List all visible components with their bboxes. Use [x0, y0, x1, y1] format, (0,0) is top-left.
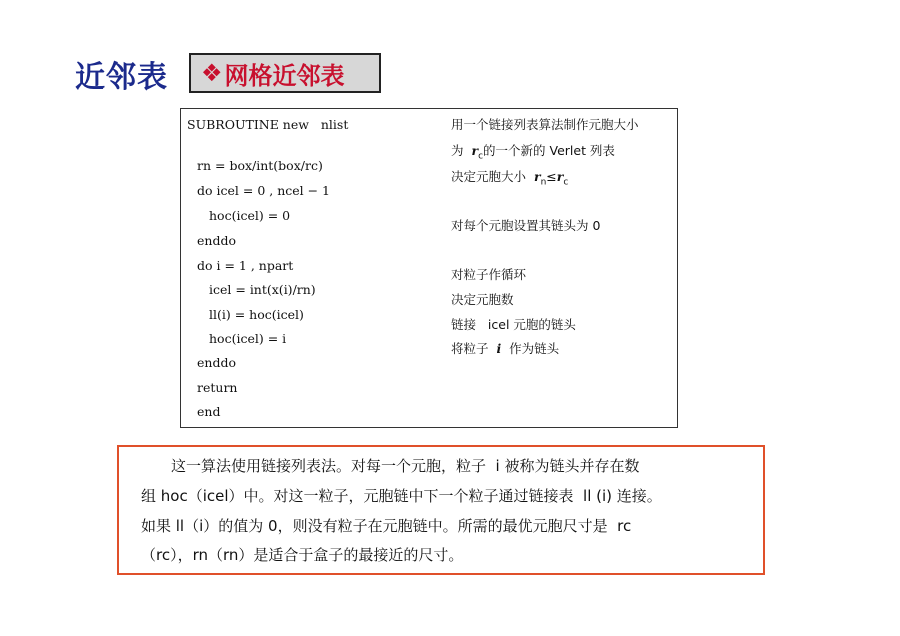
- code-line-6: do i = 1 , npart: [197, 258, 294, 273]
- code-listing-box: [180, 108, 678, 428]
- code-line-8: ll(i) = hoc(icel): [209, 307, 304, 322]
- code-line-12: end: [197, 404, 221, 419]
- section-heading: 网格近邻表: [224, 61, 345, 90]
- comment-6: 决定元胞数: [451, 292, 514, 307]
- page-title: 近邻表: [75, 60, 168, 95]
- comment-3: 决定元胞大小 $r_n\le r_c$: [451, 169, 569, 188]
- comment-1: 用一个链接列表算法制作元胞大小: [451, 117, 639, 132]
- section-heading-box: [189, 53, 381, 93]
- comment-7: 链接 icel 元胞的链头: [451, 317, 576, 332]
- code-line-3: do icel = 0 , ncel − 1: [197, 183, 331, 198]
- code-line-11: return: [197, 380, 238, 395]
- code-line-10: enddo: [197, 355, 236, 370]
- code-line-2: rn = box/int(box/rc): [197, 158, 323, 173]
- explanation-line-4: （rc），rn（rn）是适合于盒子的最接近的尺寸。: [141, 546, 464, 564]
- comment-8: 将粒子 i 作为链头: [451, 341, 560, 356]
- comment-4: 对每个元胞设置其链头为 0: [451, 218, 601, 233]
- explanation-line-1: 这一算法使用链接列表法。对每一个元胞，粒子 i 被称为链头并存在数: [171, 457, 640, 475]
- code-line-1: SUBROUTINE new nlist: [187, 117, 349, 132]
- code-line-7: icel = int(x(i)/rn): [209, 282, 316, 297]
- code-line-9: hoc(icel) = i: [209, 331, 287, 346]
- explanation-line-2: 组 hoc（icel）中。对这一粒子，元胞链中下一个粒子通过链接表 ll (i) 连接。: [141, 487, 662, 505]
- code-line-4: hoc(icel) = 0: [209, 208, 291, 223]
- code-line-5: enddo: [197, 233, 236, 248]
- explanation-box: [117, 445, 765, 575]
- explanation-line-3: 如果 ll（i）的值为 0，则没有粒子在元胞链中。所需的最优元胞尺寸是 rc: [141, 517, 632, 535]
- diamond-bullet-icon: ❖: [201, 59, 223, 87]
- comment-5: 对粒子作循环: [451, 267, 527, 282]
- comment-2: 为 $r_c$的一个新的 Verlet 列表: [451, 143, 615, 162]
